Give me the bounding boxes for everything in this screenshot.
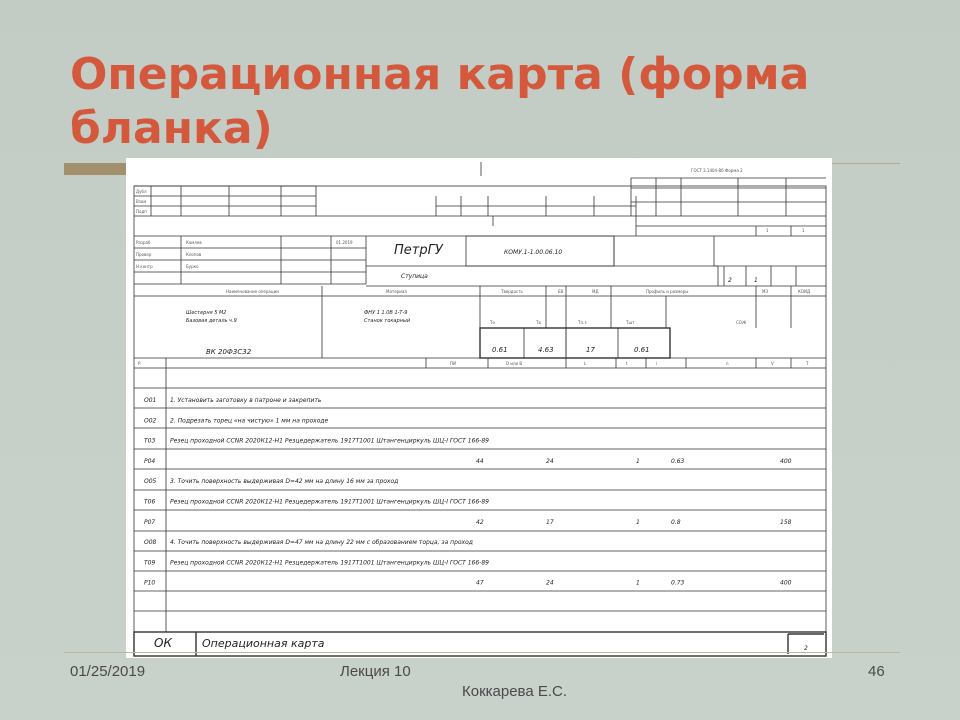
svg-text:t: t <box>626 361 628 366</box>
step-text: Резец проходной ССNR 2020К12-Н1 Резцедержатель 1917Т1001 Штангенциркуль ШЦ-I ГОСТ 166-89 <box>170 437 489 445</box>
svg-text:Разраб: Разраб <box>136 240 151 245</box>
svg-text:Тв: Тв <box>536 320 541 325</box>
step-code: О02 <box>144 417 157 425</box>
svg-text:Взам: Взам <box>136 199 147 204</box>
step-code: Р07 <box>144 518 156 526</box>
regime-value: 400 <box>780 457 792 465</box>
regime-value: 0.73 <box>671 579 685 587</box>
underline-accent <box>64 163 126 175</box>
svg-text:Тшт: Тшт <box>626 320 635 325</box>
slide-date: 01/25/2019 <box>70 663 146 680</box>
slide-author: Коккарева Е.С. <box>462 683 568 700</box>
step-text: 2. Подрезать торец «на чистую» 1 мм на проходе <box>170 417 329 425</box>
svg-text:D или В: D или В <box>506 361 523 366</box>
regime-value: 1 <box>636 457 640 465</box>
regime-value: 1 <box>636 579 640 587</box>
form-machine: ФНУ 1 1.0В 1-Т-9 <box>364 310 408 316</box>
form-doc-name: Операционная карта <box>202 637 325 650</box>
printed-labels <box>136 168 810 366</box>
form-part-number: ВК 20Ф3С32 <box>206 348 252 356</box>
step-code: Т06 <box>144 498 156 506</box>
regime-value: 24 <box>546 579 554 587</box>
form-time-value: 0.61 <box>634 346 650 354</box>
svg-text:Дубл: Дубл <box>136 189 147 194</box>
regime-value: 17 <box>546 518 554 526</box>
step-code: Т03 <box>144 437 156 445</box>
svg-text:СОЖ: СОЖ <box>736 320 747 325</box>
form-part-label: Шестерня 5 М2 <box>186 310 227 316</box>
svg-text:Т: Т <box>806 361 809 366</box>
svg-text:То: То <box>490 320 495 325</box>
svg-text:ГОСТ 3.1404-86 Форма 2: ГОСТ 3.1404-86 Форма 2 <box>691 168 743 173</box>
svg-text:V: V <box>771 361 774 366</box>
svg-text:Наименование операции: Наименование операции <box>226 289 279 294</box>
svg-text:ПИ: ПИ <box>450 361 456 366</box>
step-text: 3. Точить поверхность выдерживая D=42 мм на длину 16 мм за проход <box>170 478 399 486</box>
form-part-detail: Базовая деталь ч.9 <box>186 318 237 324</box>
regime-value: 1 <box>636 518 640 526</box>
footer-line <box>64 652 900 653</box>
form-machine-note: Станок токарный <box>364 318 411 324</box>
step-code: Т09 <box>144 559 156 567</box>
form-sheet-total: 2 <box>728 277 732 284</box>
form-org: ПетрГУ <box>394 243 443 258</box>
regime-value: 0.8 <box>671 518 681 526</box>
svg-text:01.2019: 01.2019 <box>336 240 353 245</box>
svg-text:L: L <box>584 361 587 366</box>
svg-text:Провер: Провер <box>136 252 152 257</box>
form-doc-type: ОК <box>154 636 172 650</box>
svg-text:ЕВ: ЕВ <box>558 289 564 294</box>
svg-text:Р: Р <box>138 361 141 366</box>
regime-value: 47 <box>476 579 484 587</box>
svg-text:Комлев: Комлев <box>186 240 202 245</box>
regime-value: 158 <box>780 518 792 526</box>
step-text: Резец проходной ССNR 2020К12-Н1 Резцедержатель 1917Т1001 Штангенциркуль ШЦ-I ГОСТ 166-89 <box>170 559 489 567</box>
svg-text:МЗ: МЗ <box>762 289 769 294</box>
step-code: Р10 <box>144 579 156 587</box>
step-text: 1. Установить заготовку в патроне и закрепить <box>170 397 322 404</box>
step-code: О08 <box>144 539 157 547</box>
slide-page-number: 46 <box>868 663 885 680</box>
step-code: О05 <box>144 478 157 486</box>
form-drawing <box>126 158 832 658</box>
svg-text:КОИД: КОИД <box>798 289 811 294</box>
step-text: Резец проходной ССNR 2020К12-Н1 Резцедержатель 1917Т1001 Штангенциркуль ШЦ-I ГОСТ 166-89 <box>170 498 489 506</box>
regime-value: 44 <box>476 457 484 465</box>
form-sheet-no: 1 <box>754 277 758 284</box>
regime-value: 0.63 <box>671 457 685 465</box>
svg-text:МД: МД <box>592 289 599 294</box>
svg-text:Бурко: Бурко <box>186 264 199 269</box>
step-code: Р04 <box>144 457 156 465</box>
regime-value: 400 <box>780 579 792 587</box>
step-code: О01 <box>144 397 157 404</box>
svg-text:n: n <box>726 361 729 366</box>
operation-steps <box>144 397 489 587</box>
slide-title: Операционная карта (форма бланка) <box>70 49 810 154</box>
svg-text:Профиль и размеры: Профиль и размеры <box>646 289 689 294</box>
svg-text:Материал: Материал <box>386 289 407 294</box>
form-footer-sheet: 2 <box>804 645 808 652</box>
svg-text:Н.контр: Н.контр <box>136 264 153 269</box>
svg-text:Тп.з: Тп.з <box>578 320 587 325</box>
step-text: 4. Точить поверхность выдерживая D=47 мм на длину 22 мм с образованием торца, за проход <box>170 539 473 547</box>
regime-value: 24 <box>546 457 554 465</box>
cutting-regimes <box>476 458 792 587</box>
svg-text:i: i <box>656 361 658 366</box>
svg-text:1: 1 <box>802 228 805 233</box>
form-time-value: 0.61 <box>492 346 508 354</box>
svg-text:Твердость: Твердость <box>501 289 523 294</box>
svg-text:1: 1 <box>766 228 769 233</box>
form-time-value: 17 <box>586 346 595 354</box>
svg-text:Клопов: Клопов <box>186 252 202 257</box>
form-part-name: Ступица <box>401 273 428 280</box>
svg-text:Подп: Подп <box>136 209 147 214</box>
form-doc-code: КОМУ.1-1.00.06.10 <box>504 249 563 256</box>
form-time-value: 4.63 <box>538 346 554 354</box>
operation-card-form <box>126 158 832 658</box>
slide-lecture: Лекция 10 <box>340 663 411 680</box>
regime-value: 42 <box>476 518 484 526</box>
